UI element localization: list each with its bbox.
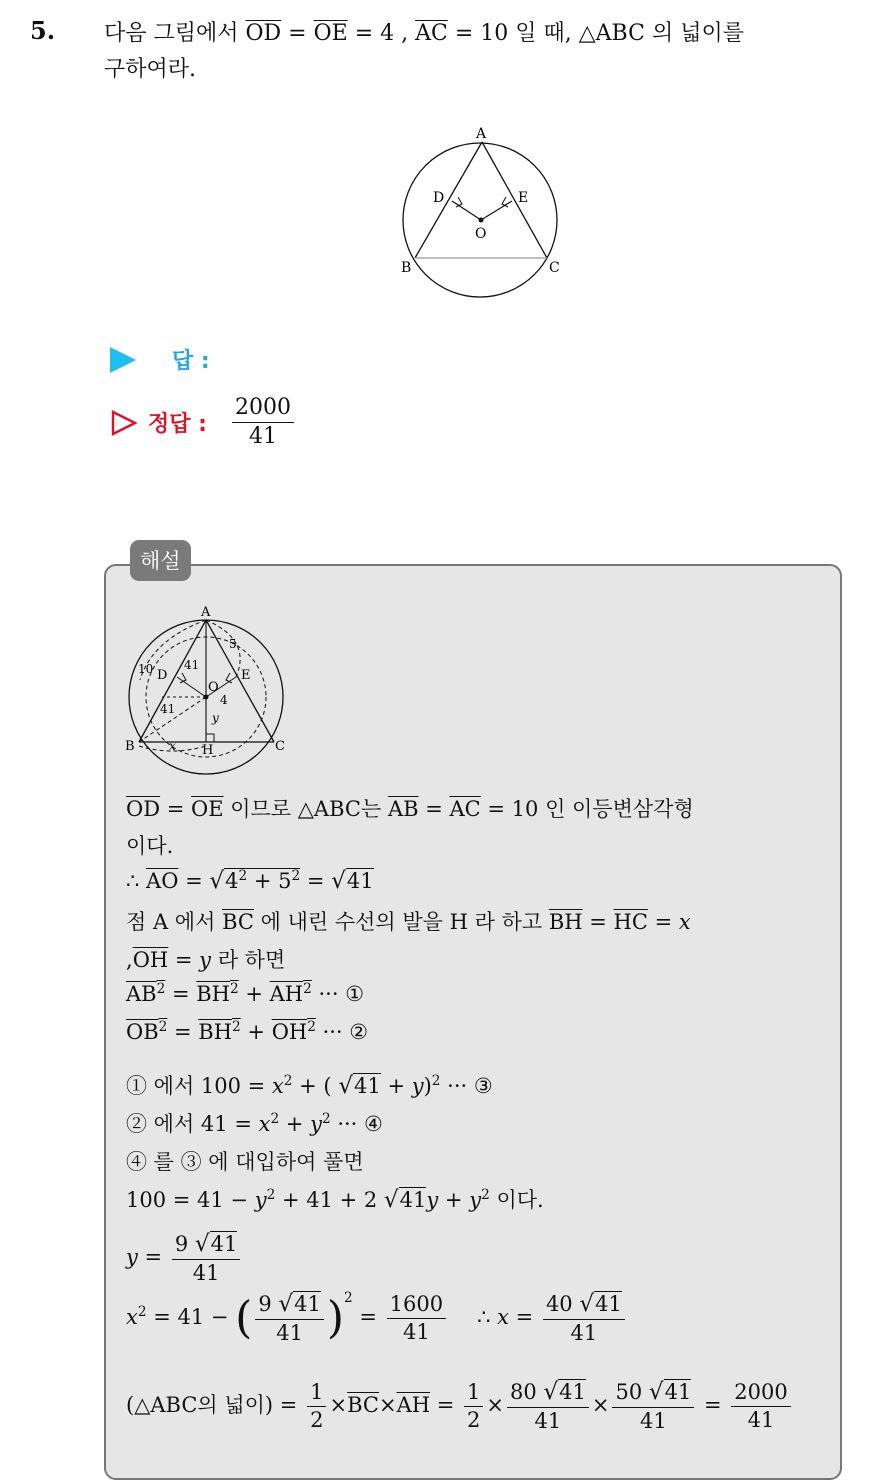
outline-triangle-icon	[110, 409, 138, 437]
label-a: A	[476, 126, 487, 142]
side-ac	[482, 142, 547, 258]
fig2-label-b: B	[125, 739, 135, 754]
fig2-label-e: E	[241, 668, 251, 683]
label-c: C	[549, 260, 560, 276]
solution-line-12: y = $\frac{9 √41}{41}$	[126, 1232, 243, 1285]
solution-line-10: ④ 를 ③ 에 대입하여 풀면	[126, 1150, 364, 1174]
answer-row	[110, 344, 210, 375]
fig2-label-a: A	[201, 605, 211, 620]
solution-line-2: 이다.	[126, 834, 174, 858]
solution-line-1: $\overline{OD} = \overline{OE}$ 이므로 △ABC는 $\overline{AB} = \overline{AC} = 10$ 인 이등변삼각형	[126, 797, 694, 821]
play-triangle-icon	[110, 347, 136, 373]
solution-line-3: ∴ $\overline{AO} = √4^2 + 5^2 = √41$	[126, 868, 374, 894]
question-text: 다음 그림에서 $\overline{OD} = \overline{OE} = 4$ , $\overline{AC} = 10$ 일 때, △ABC 의 넓이를 구하여라.	[104, 21, 744, 82]
solution-line-5: $,\overline{OH} = y$ 라 하면	[126, 948, 286, 972]
fig2-label-10: 10	[138, 662, 154, 676]
segment-od	[452, 201, 481, 220]
solution-line-14: (△ABC의 넓이) = $\frac{1}{2}$ $\times\overline{BC}\times\overline{AH}$ = $\frac{1}{2}$ × $\frac{80 √41}{41}$ × $\frac{50 √41}{41}$ = $\frac{2000}{41}$	[126, 1380, 794, 1433]
solution-line-11: $100 = 41 - y^2 + 41 + 2$ $√41y + y^2$ 이다.	[126, 1187, 544, 1213]
label-b: B	[401, 260, 412, 276]
solution-line-13: $x^2 = 41$ − ( $\frac{9 √41}{41}$ )$^2$ = $\frac{1600}{41}$ ∴ x = $\frac{40 √41}{41}$	[126, 1292, 628, 1345]
center-o	[479, 218, 484, 223]
question-figure	[390, 120, 570, 300]
fig2-label-5: 5	[229, 637, 237, 651]
fig2-label-h: H	[202, 743, 214, 758]
solution-figure	[122, 600, 292, 780]
answer-label: 답 :	[172, 349, 210, 374]
solution-line-9: ② 에서 $41 = x^2 + y^2$ ··· ④	[126, 1111, 383, 1136]
correct-answer-value: $\frac{2000}{41}$	[232, 396, 294, 449]
fig2-label-d: D	[157, 668, 168, 683]
fig2-label-sqrt41-lower: 41	[160, 702, 176, 716]
side-ab	[415, 142, 482, 258]
fig2-label-c: C	[275, 739, 285, 754]
right-angle-e	[502, 197, 508, 207]
label-o: O	[475, 226, 487, 242]
solution-line-8: ① 에서 $100 = x^2$ + ( √41 + y)$^2$ ··· ③	[126, 1073, 493, 1099]
fig2-label-sqrt41-upper: 41	[184, 658, 200, 672]
fig2-label-y: y	[212, 711, 219, 725]
fig2-label-o: O	[208, 680, 219, 695]
label-e: E	[518, 190, 529, 206]
solution-tag: 해설	[130, 540, 191, 581]
label-d: D	[433, 190, 445, 206]
solution-line-6: $AB^2 = BH^2 + AH^2$ ··· ①	[126, 981, 365, 1006]
fig2-label-4: 4	[220, 693, 228, 707]
solution-line-4: 점 A 에서 $\overline{BC}$ 에 내린 수선의 발을 H 라 하고 $\overline{BH} = \overline{HC} = x$	[126, 910, 691, 934]
question-number: 5.	[30, 16, 56, 45]
right-angle-d	[456, 197, 462, 207]
fig2-label-x: x	[169, 739, 176, 753]
solution-line-7: $OB^2 = BH^2 + OH^2$ ··· ②	[126, 1019, 369, 1044]
correct-answer-label: 정답 :	[148, 412, 207, 438]
correct-answer-row	[110, 396, 297, 449]
segment-oe	[481, 201, 512, 220]
